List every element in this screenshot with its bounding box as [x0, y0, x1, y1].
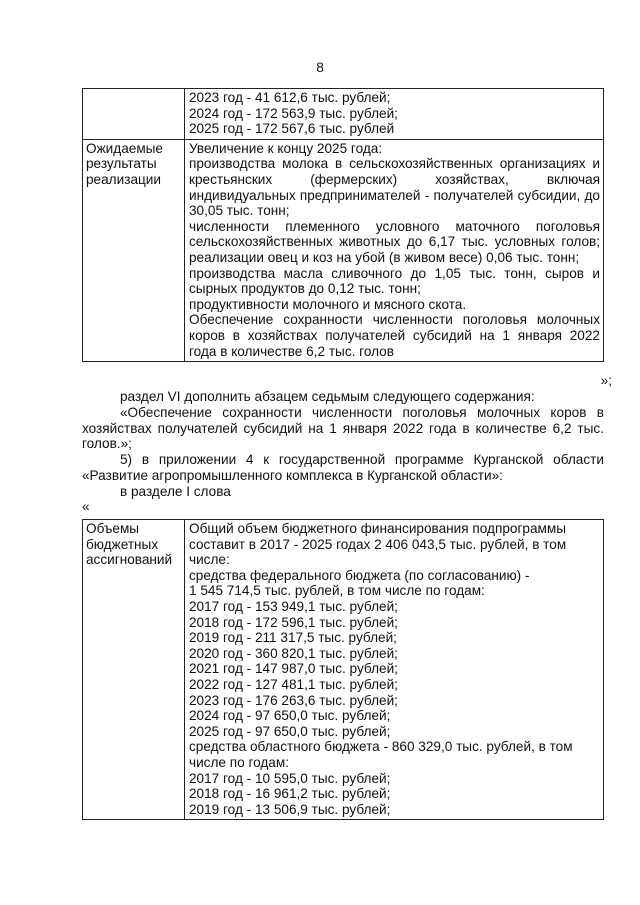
- budget-line: средства областного бюджета - 860 329,0 тыс. рублей, в том: [189, 739, 573, 755]
- result-line: года в количестве 6,2 тыс. голов: [189, 343, 394, 359]
- budget-line: числе:: [189, 552, 230, 568]
- result-line: коров в хозяйствах получателей субсидий на 1 января 2022: [189, 327, 600, 343]
- budget-line: 2020 год - 360 820,1 тыс. рублей;: [189, 645, 398, 661]
- label-line: Объемы: [86, 521, 140, 536]
- label-line: ассигнований: [86, 552, 173, 568]
- funding-years-cell: [185, 89, 604, 140]
- budget-line: 2021 год - 147 987,0 тыс. рублей;: [189, 661, 398, 677]
- closing-quote-mark: »;: [600, 373, 612, 388]
- table-row-expected-results: [83, 139, 604, 361]
- label-line: реализации: [86, 171, 161, 187]
- empty-label-cell: [83, 89, 185, 140]
- budget-line: 2017 год - 153 949,1 тыс. рублей;: [189, 598, 398, 614]
- label-line: бюджетных: [86, 536, 159, 552]
- funding-line: 2023 год - 41 612,6 тыс. рублей;: [189, 90, 391, 105]
- program-table-continued: [82, 88, 604, 362]
- paragraph-quoted-addition: «Обеспечение сохранности численности поголовья молочных коров в хозяйствах получателей субсидий на 1 января 2022 года в количестве 6,2 тыс. голов.»;: [82, 405, 604, 452]
- page-number: 8: [316, 60, 324, 75]
- label-line: результаты: [86, 156, 157, 172]
- result-line: Увеличение к концу 2025 года:: [189, 140, 383, 156]
- budget-line: 2022 год - 127 481,1 тыс. рублей;: [189, 676, 398, 692]
- budget-line: 2018 год - 172 596,1 тыс. рублей;: [189, 614, 398, 630]
- budget-line: 2025 год - 97 650,0 тыс. рублей;: [189, 723, 391, 739]
- paragraph-section-one: в разделе I слова: [120, 484, 231, 499]
- opening-quote-mark: «: [82, 499, 90, 514]
- budget-line: 2024 год - 97 650,0 тыс. рублей;: [189, 708, 391, 724]
- table-row-funding-years: [83, 89, 604, 140]
- result-line: производства молока в сельскохозяйственных организациях и: [189, 156, 600, 172]
- budget-line: 2018 год - 16 961,2 тыс. рублей;: [189, 786, 391, 802]
- budget-label: [83, 520, 185, 820]
- budget-allocations-table: [82, 519, 604, 820]
- result-line: сырных продуктов до 0,12 тыс. тонн;: [189, 281, 421, 297]
- result-line: индивидуальных предпринимателей - получателей субсидии, до: [189, 187, 600, 203]
- budget-line: 2019 год - 211 317,5 тыс. рублей;: [189, 630, 397, 646]
- result-line: Обеспечение сохранности численности поголовья молочных: [189, 312, 600, 328]
- paragraph-appendix-four: 5) в приложении 4 к государственной программе Курганской области «Развитие агропромышленного комплекса в Курганской области»:: [82, 452, 604, 483]
- result-line: реализации овец и коз на убой (в живом весе) 0,06 тыс. тонн;: [189, 249, 580, 265]
- paragraph-section-six: раздел VI дополнить абзацем седьмым следующего содержания:: [120, 389, 535, 404]
- budget-line: 2017 год - 10 595,0 тыс. рублей;: [189, 770, 391, 786]
- result-line: крестьянских (фермерских) хозяйствах, включая: [189, 171, 600, 187]
- result-line: продуктивности молочного и мясного скота.: [189, 296, 467, 312]
- funding-line: 2024 год - 172 563,9 тыс. рублей;: [189, 105, 398, 121]
- budget-line: 1 545 714,5 тыс. рублей, в том числе по годам:: [189, 583, 485, 599]
- result-line: сельскохозяйственных животных до 6,17 тыс. условных голов;: [189, 234, 600, 250]
- budget-line: Общий объем бюджетного финансирования подпрограммы: [189, 521, 566, 536]
- budget-line: составит в 2017 - 2025 годах 2 406 043,5 тыс. рублей, в том: [189, 536, 567, 552]
- expected-results-cell: [185, 139, 604, 361]
- budget-line: числе по годам:: [189, 754, 289, 770]
- result-line: 30,05 тыс. тонн;: [189, 203, 290, 219]
- budget-line: средства федерального бюджета (по согласованию) -: [189, 567, 530, 583]
- budget-line: 2019 год - 13 506,9 тыс. рублей;: [189, 801, 391, 817]
- budget-cell: [185, 520, 604, 820]
- expected-results-label: [83, 139, 185, 361]
- funding-line: 2025 год - 172 567,6 тыс. рублей: [189, 121, 395, 137]
- label-line: Ожидаемые: [86, 140, 163, 156]
- result-line: численности племенного условного маточного поголовья: [189, 218, 600, 234]
- budget-line: 2023 год - 176 263,6 тыс. рублей;: [189, 692, 398, 708]
- table-row-budget: [83, 520, 604, 820]
- result-line: производства масла сливочного до 1,05 тыс. тонн, сыров и: [189, 265, 600, 281]
